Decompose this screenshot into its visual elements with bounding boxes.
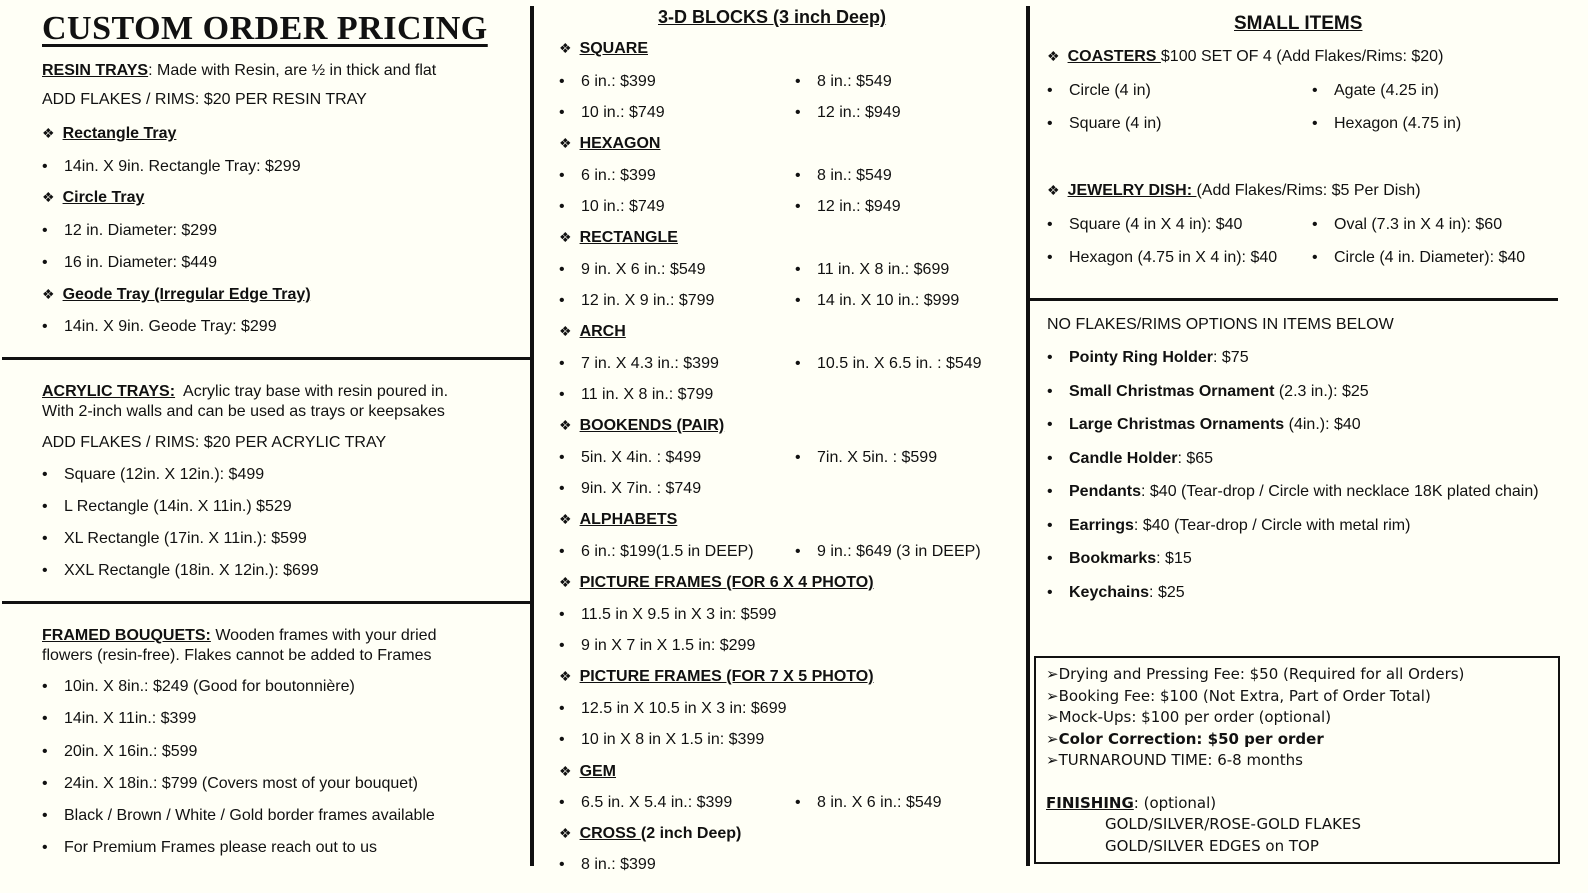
finish-option: GOLD/SILVER EDGES on TOP [1105, 836, 1319, 855]
list-item: • 11.5 in X 9.5 in X 3 in: $599 [581, 606, 776, 624]
section-heading: ❖ RECTANGLE [559, 229, 678, 246]
blocks-heading: 3-D BLOCKS (3 inch Deep) [658, 7, 887, 27]
section-heading: ❖ ALPHABETS [559, 511, 678, 528]
section-heading: ❖ CROSS (2 inch Deep) [559, 825, 742, 842]
diamond-icon: ❖ [559, 574, 572, 590]
no-flakes-note: NO FLAKES/RIMS OPTIONS IN ITEMS BELOW [1047, 316, 1394, 333]
list-item: • 14in. X 9in. Rectangle Tray: $299 [64, 158, 301, 176]
acrylic-desc: With 2-inch walls and can be used as trays or keepsakes [42, 403, 445, 420]
list-item: • Pointy Ring Holder: $75 [1069, 349, 1249, 367]
list-item: • 6 in.: $399 [581, 73, 656, 91]
list-item: • Pendants: $40 (Tear-drop / Circle with necklace 18K plated chain) [1069, 483, 1539, 501]
list-item: • For Premium Frames please reach out to us [64, 839, 377, 857]
list-item: • 6 in.: $399 [581, 167, 656, 185]
list-item: • 11 in. X 8 in.: $799 [581, 386, 713, 404]
list-item: • 9 in. X 6 in.: $549 [581, 261, 706, 279]
list-item: • 16 in. Diameter: $449 [64, 254, 217, 272]
diamond-icon: ❖ [42, 286, 55, 302]
list-item: • Large Christmas Ornaments (4in.): $40 [1069, 416, 1361, 434]
diamond-icon: ❖ [1047, 182, 1060, 198]
list-item: • 12 in.: $949 [817, 198, 901, 216]
list-item: • 8 in.: $399 [581, 856, 656, 874]
section-heading: ❖ ARCH [559, 323, 626, 340]
list-item: • Oval (7.3 in X 4 in): $60 [1334, 216, 1502, 234]
list-item: • 8 in.: $549 [817, 73, 892, 91]
list-item: • Circle (4 in) [1069, 82, 1151, 100]
diamond-icon: ❖ [42, 125, 55, 141]
list-item: • Agate (4.25 in) [1334, 82, 1439, 100]
note-line: ➢Mock-Ups: $100 per order (optional) [1046, 708, 1332, 726]
list-item: • 9 in.: $649 (3 in DEEP) [817, 543, 981, 561]
list-item: • 11 in. X 8 in.: $699 [817, 261, 949, 279]
section-heading: ❖ PICTURE FRAMES (FOR 7 X 5 PHOTO) [559, 668, 874, 685]
resin-trays-label: RESIN TRAYS [42, 62, 149, 79]
list-item: • 10 in X 8 in X 1.5 in: $399 [581, 731, 764, 749]
note-line: ➢TURNAROUND TIME: 6-8 months [1046, 751, 1303, 769]
list-item: • 7in. X 5in. : $599 [817, 449, 937, 467]
list-item: • 24in. X 18in.: $799 (Covers most of your bouquet) [64, 775, 418, 793]
list-item: • 9 in X 7 in X 1.5 in: $299 [581, 637, 755, 655]
list-item: • 6.5 in. X 5.4 in.: $399 [581, 794, 732, 812]
list-item: • Square (12in. X 12in.): $499 [64, 466, 264, 484]
section-heading: ❖ PICTURE FRAMES (FOR 6 X 4 PHOTO) [559, 574, 874, 591]
list-item: • 10in. X 8in.: $249 (Good for boutonnière) [64, 678, 355, 696]
coasters-header: ❖ COASTERS $100 SET OF 4 (Add Flakes/Rims: $20) [1047, 48, 1444, 65]
list-item: • 10 in.: $749 [581, 198, 665, 216]
framed-bouquets-header: FRAMED BOUQUETS: Wooden frames with your dried [42, 627, 437, 644]
list-item: • 14in. X 11in.: $399 [64, 710, 196, 728]
list-item: • Earrings: $40 (Tear-drop / Circle with metal rim) [1069, 517, 1410, 535]
list-item: • 12 in. X 9 in.: $799 [581, 292, 714, 310]
acrylic-addon: ADD FLAKES / RIMS: $20 PER ACRYLIC TRAY [42, 434, 387, 451]
section-heading: ❖ BOOKENDS (PAIR) [559, 417, 725, 434]
resin-addon: ADD FLAKES / RIMS: $20 PER RESIN TRAY [42, 91, 367, 108]
framed-bouquets-label: FRAMED BOUQUETS: [42, 627, 211, 644]
list-item: • 12 in.: $949 [817, 104, 901, 122]
list-item: • 10.5 in. X 6.5 in. : $549 [817, 355, 982, 373]
finishing-line: FINISHING: (optional) [1046, 793, 1217, 812]
section-heading: ❖ Rectangle Tray [42, 125, 177, 142]
diamond-icon: ❖ [559, 417, 572, 433]
diamond-icon: ❖ [42, 189, 55, 205]
section-heading: ❖ HEXAGON [559, 135, 661, 152]
section-heading: ❖ GEM [559, 763, 617, 780]
page-title: CUSTOM ORDER PRICING [42, 10, 488, 47]
note-line: ➢Color Correction: $50 per order [1046, 729, 1324, 748]
list-item: • 6 in.: $199(1.5 in DEEP) [581, 543, 754, 561]
list-item: • Square (4 in) [1069, 115, 1162, 133]
framed-desc: flowers (resin-free). Flakes cannot be added to Frames [42, 647, 432, 664]
list-item: • 8 in.: $549 [817, 167, 892, 185]
diamond-icon: ❖ [559, 323, 572, 339]
resin-trays-desc: : Made with Resin, are ½ in thick and flat [148, 62, 437, 79]
list-item: • Hexagon (4.75 in) [1334, 115, 1461, 133]
list-item: • Candle Holder: $65 [1069, 450, 1213, 468]
list-item: • Small Christmas Ornament (2.3 in.): $25 [1069, 383, 1369, 401]
list-item: • Keychains: $25 [1069, 584, 1185, 602]
diamond-icon: ❖ [1047, 48, 1060, 64]
list-item: • Bookmarks: $15 [1069, 550, 1192, 568]
list-item: • 12.5 in X 10.5 in X 3 in: $699 [581, 700, 786, 718]
acrylic-trays-header: ACRYLIC TRAYS: Acrylic tray base with resin poured in. [42, 383, 449, 400]
section-heading: ❖ Circle Tray [42, 189, 145, 206]
list-item: • 12 in. Diameter: $299 [64, 222, 217, 240]
list-item: • XXL Rectangle (18in. X 12in.): $699 [64, 562, 319, 580]
resin-trays-header [42, 62, 436, 80]
section-divider [2, 601, 532, 604]
section-divider [1028, 298, 1558, 301]
jewelry-header: ❖ JEWELRY DISH: (Add Flakes/Rims: $5 Per Dish) [1047, 182, 1421, 199]
column-divider-left [530, 6, 534, 866]
acrylic-trays-label: ACRYLIC TRAYS: [42, 383, 176, 400]
note-line: ➢Booking Fee: $100 (Not Extra, Part of Order Total) [1046, 686, 1431, 705]
diamond-icon: ❖ [559, 40, 572, 56]
list-item: • Hexagon (4.75 in X 4 in): $40 [1069, 249, 1277, 267]
diamond-icon: ❖ [559, 229, 572, 245]
finish-option: GOLD/SILVER/ROSE-GOLD FLAKES [1105, 815, 1361, 833]
diamond-icon: ❖ [559, 825, 572, 841]
diamond-icon: ❖ [559, 135, 572, 151]
list-item: • L Rectangle (14in. X 11in.) $529 [64, 498, 292, 516]
column-divider-right [1026, 6, 1030, 866]
diamond-icon: ❖ [559, 763, 572, 779]
section-heading: ❖ SQUARE [559, 40, 649, 57]
list-item: • 20in. X 16in.: $599 [64, 743, 197, 761]
list-item: • 10 in.: $749 [581, 104, 665, 122]
diamond-icon: ❖ [559, 668, 572, 684]
small-items-heading: SMALL ITEMS [1234, 13, 1363, 34]
list-item: • 7 in. X 4.3 in.: $399 [581, 355, 719, 373]
section-heading: ❖ Geode Tray (Irregular Edge Tray) [42, 286, 311, 303]
list-item: • 5in. X 4in. : $499 [581, 449, 701, 467]
section-divider [2, 357, 532, 360]
list-item: • 9in. X 7in. : $749 [581, 480, 701, 498]
diamond-icon: ❖ [559, 511, 572, 527]
notes-box [1034, 656, 1560, 864]
note-line: ➢Drying and Pressing Fee: $50 (Required for all Orders) [1046, 665, 1465, 683]
list-item: • 14in. X 9in. Geode Tray: $299 [64, 318, 277, 336]
list-item: • Black / Brown / White / Gold border frames available [64, 807, 435, 825]
list-item: • XL Rectangle (17in. X 11in.): $599 [64, 530, 307, 548]
list-item: • 8 in. X 6 in.: $549 [817, 794, 942, 812]
list-item: • Square (4 in X 4 in): $40 [1069, 216, 1242, 234]
list-item: • Circle (4 in. Diameter): $40 [1334, 249, 1525, 267]
list-item: • 14 in. X 10 in.: $999 [817, 292, 959, 310]
